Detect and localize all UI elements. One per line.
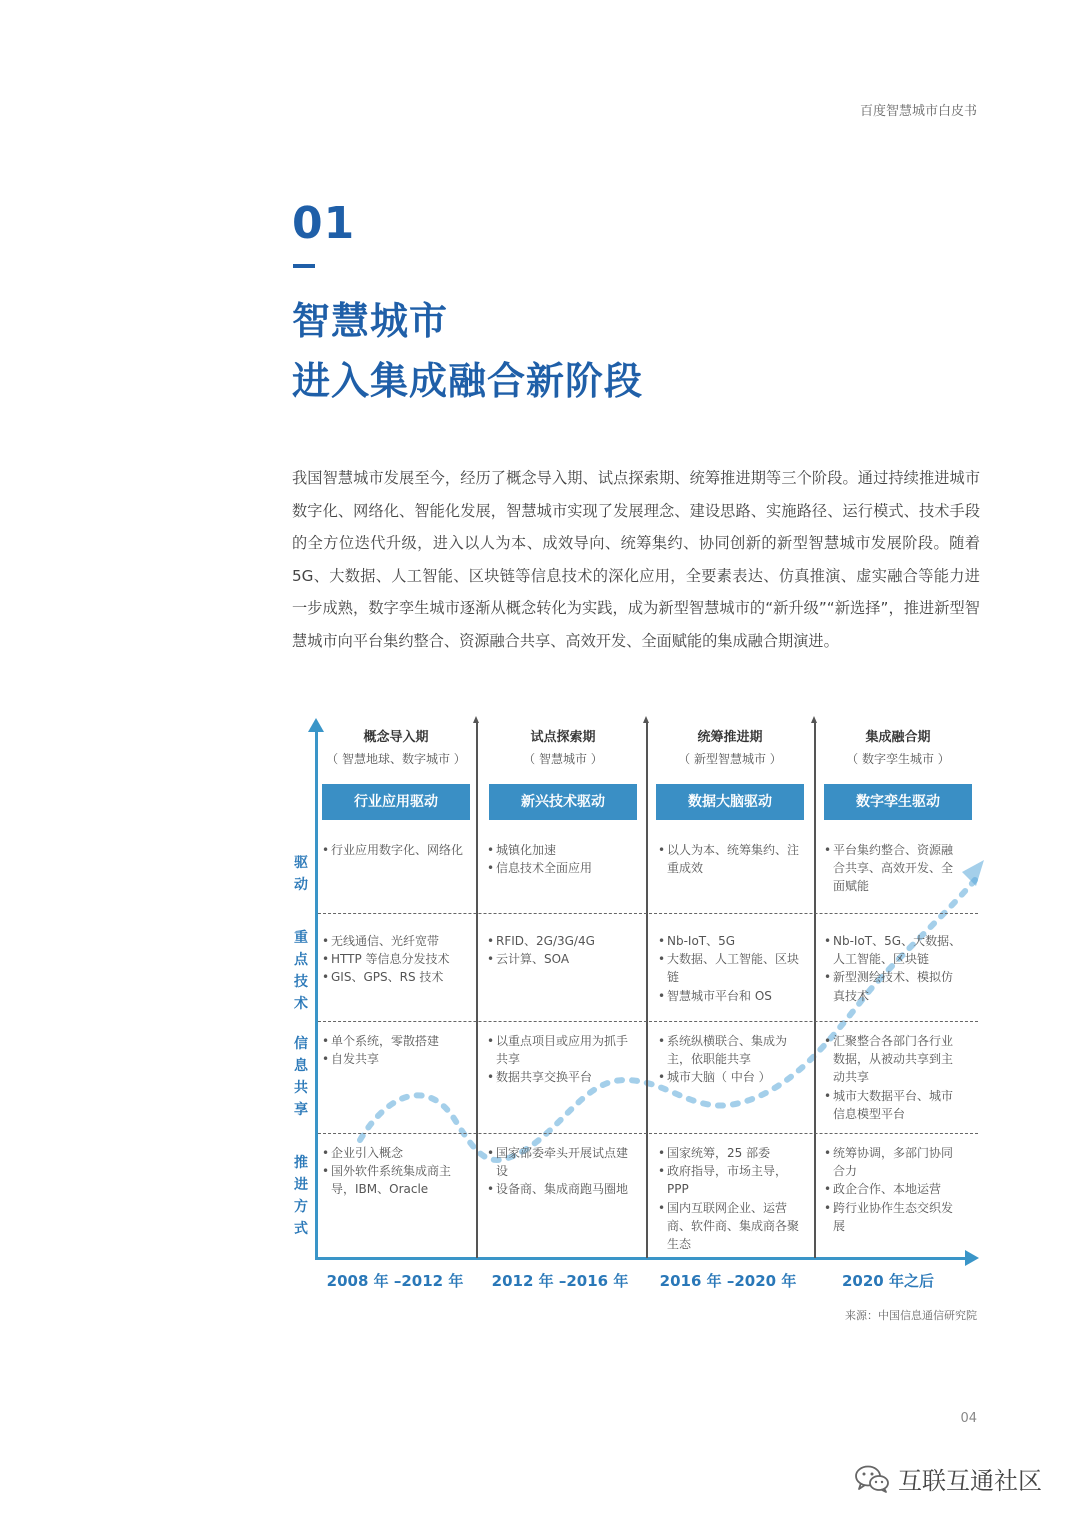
row-label: 重点技术 [294, 930, 308, 1012]
period-label: 2012 年 –2016 年 [491, 1272, 629, 1290]
timeline-cell [322, 932, 472, 987]
timeline-cell [487, 1144, 637, 1199]
cell-bullet-item: • 统筹协调，多部门协同合力 [824, 1144, 964, 1180]
timeline-cell [824, 932, 964, 1005]
cell-bullet-item: • 跨行业协作生态交织发展 [824, 1199, 964, 1235]
cell-bullet-item: • 企业引入概念 [322, 1144, 472, 1162]
figure-source: 来源：中国信息通信研究院 [845, 1309, 977, 1322]
timeline-cell [658, 1032, 803, 1087]
stage-name: 集成融合期 [865, 730, 931, 745]
row-label: 信息共享 [294, 1036, 308, 1118]
timeline-cell [824, 1144, 964, 1235]
stage-header [321, 727, 471, 769]
cell-bullet-item: • 国内互联网企业、运营商、软件商、集成商各聚生态 [658, 1199, 803, 1254]
timeline-cell [322, 1144, 472, 1199]
cell-bullet-item: • 国家统筹，25 部委 [658, 1144, 803, 1162]
cell-bullet-item: • 城镇化加速 [487, 841, 637, 859]
timeline-cell [322, 1032, 472, 1068]
stage-subtitle: （ 新型智慧城市 ） [678, 752, 782, 766]
cell-bullet-item: • 智慧城市平台和 OS [658, 987, 803, 1005]
column-divider [646, 722, 648, 1258]
timeline-cell [658, 841, 803, 877]
cell-bullet-item: • 行业应用数字化、网络化 [322, 841, 472, 859]
cell-bullet-item: • 云计算、SOA [487, 950, 637, 968]
stage-name: 统筹推进期 [697, 730, 763, 745]
cell-bullet-item: • Nb-IoT、5G、大数据、人工智能、区块链 [824, 932, 964, 968]
wechat-icon [854, 1464, 890, 1494]
cell-bullet-item: • 国外软件系统集成商主导，IBM、Oracle [322, 1162, 472, 1198]
timeline-cell [658, 932, 803, 1005]
cell-bullet-item: • 无线通信、光纤宽带 [322, 932, 472, 950]
stage-subtitle: （ 智慧城市 ） [523, 752, 603, 766]
stage-subtitle: （ 数字孪生城市 ） [846, 752, 950, 766]
cell-bullet-item: • RFID、2G/3G/4G [487, 932, 637, 950]
cell-bullet-item: • 设备商、集成商跑马圈地 [487, 1180, 637, 1198]
stage-name: 试点探索期 [530, 730, 596, 745]
timeline-cell [658, 1144, 803, 1253]
timeline-cell [824, 1032, 964, 1123]
stage-header [655, 727, 805, 769]
row-divider [318, 1133, 978, 1134]
cell-bullet-item: • 单个系统，零散搭建 [322, 1032, 472, 1050]
row-divider [318, 913, 978, 914]
period-label: 2020 年之后 [842, 1272, 934, 1290]
timeline-cell [824, 841, 964, 896]
cell-bullet-item: • 数据共享交换平台 [487, 1068, 637, 1086]
period-label: 2016 年 –2020 年 [659, 1272, 797, 1290]
stage-name: 概念导入期 [363, 730, 429, 745]
cell-bullet-item: • 系统纵横联合、集成为主，依职能共享 [658, 1032, 803, 1068]
timeline-cell [487, 1032, 637, 1087]
cell-bullet-item: • 新型测绘技术、模拟仿真技术 [824, 968, 964, 1004]
cell-bullet-item: • 政府指导，市场主导，PPP [658, 1162, 803, 1198]
row-label: 推进方式 [294, 1155, 308, 1237]
cell-bullet-item: • 政企合作、本地运营 [824, 1180, 964, 1198]
period-label: 2008 年 –2012 年 [326, 1272, 464, 1290]
column-divider [814, 722, 816, 1258]
cell-bullet-item: • 以重点项目或应用为抓手共享 [487, 1032, 637, 1068]
stage-driver-badge: 数据大脑驱动 [656, 784, 804, 820]
row-label: 驱动 [294, 855, 308, 893]
cell-bullet-item: • 信息技术全面应用 [487, 859, 637, 877]
watermark [854, 1461, 1042, 1496]
body-paragraph: 我国智慧城市发展至今，经历了概念导入期、试点探索期、统筹推进期等三个阶段。通过持续推进城市数字化、网络化、智能化发展，智慧城市实现了发展理念、建设思路、实施路径、运行模式、技术手段的全方位迭代升级，进入以人为本、成效导向、统筹集约、协同创新的新型智慧城市发展阶段。随着 5G、大数据、人工智能、区块链等信息技术的深化应用，全要素表达、仿真推演、虚实融合等能力进一步成熟，数字孪生城市逐渐从概念转化为实践，成为新型智慧城市的“新升级”“新选择”，推进新型智慧城市向平台集约整合、资源融合共享、高效开发、全面赋能的集成融合期演进。 [292, 469, 980, 650]
row-divider [318, 1021, 978, 1022]
x-axis [315, 1257, 965, 1260]
cell-bullet-item: • 汇聚整合各部门各行业数据，从被动共享到主动共享 [824, 1032, 964, 1087]
watermark-text: 互联互通社区 [898, 1467, 1042, 1495]
cell-bullet-item: • 大数据、人工智能、区块链 [658, 950, 803, 986]
cell-bullet-item: • 城市大数据平台、城市信息模型平台 [824, 1087, 964, 1123]
stage-driver-badge: 数字孪生驱动 [824, 784, 972, 820]
timeline-cell [322, 841, 472, 859]
y-axis [315, 730, 318, 1260]
cell-bullet-item: • 国家部委牵头开展试点建设 [487, 1144, 637, 1180]
timeline-cell [487, 841, 637, 877]
page-number: 04 [960, 1411, 977, 1426]
cell-bullet-item: • 平台集约整合、资源融合共享、高效开发、全面赋能 [824, 841, 964, 896]
column-divider [476, 722, 478, 1258]
cell-bullet-item: • 自发共享 [322, 1050, 472, 1068]
timeline-cell [487, 932, 637, 968]
section-title-line-2: 进入集成融合新阶段 [292, 359, 644, 403]
cell-bullet-item: • 城市大脑（ 中台 ） [658, 1068, 803, 1086]
cell-bullet-item: • Nb-IoT、5G [658, 932, 803, 950]
stage-driver-badge: 新兴技术驱动 [489, 784, 637, 820]
stage-header [823, 727, 973, 769]
header-title: 百度智慧城市白皮书 [859, 104, 977, 119]
stage-header [488, 727, 638, 769]
cell-bullet-item: • GIS、GPS、RS 技术 [322, 968, 472, 986]
cell-bullet-item: • 以人为本、统筹集约、注重成效 [658, 841, 803, 877]
stage-subtitle: （ 智慧地球、数字城市 ） [326, 752, 466, 766]
cell-bullet-item: • HTTP 等信息分发技术 [322, 950, 472, 968]
stage-driver-badge: 行业应用驱动 [322, 784, 470, 820]
section-number: 01 [292, 198, 356, 249]
section-title-line-1: 智慧城市 [292, 299, 449, 343]
